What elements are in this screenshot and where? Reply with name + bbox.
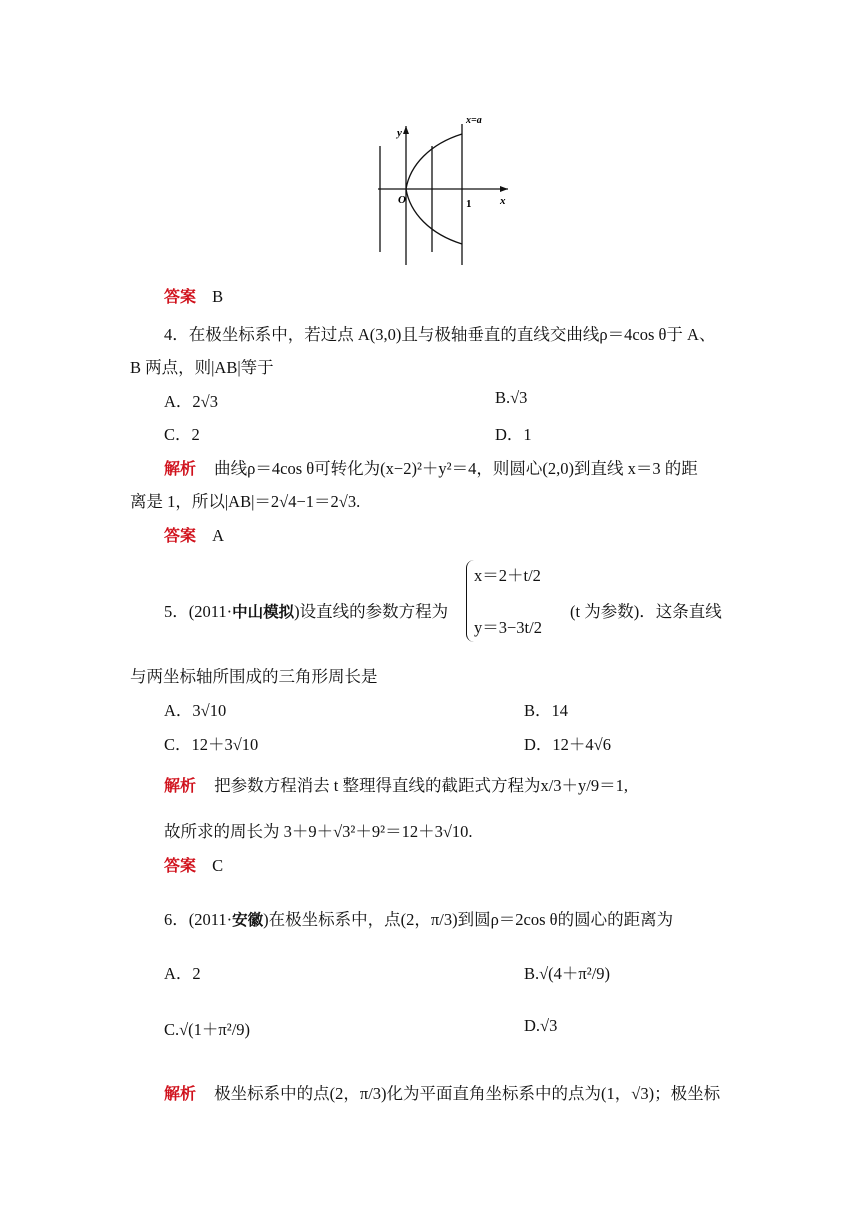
q4-option-a[interactable]: A．2√3 <box>164 392 218 411</box>
q5-mid: )设直线的参数方程为 <box>294 602 449 621</box>
q6-option-a[interactable]: A．2 <box>164 964 201 983</box>
q4-answer <box>164 523 224 546</box>
q4-option-b[interactable]: B.√3 <box>495 388 528 407</box>
q6-mid: )在极坐标系中，点 <box>263 910 401 929</box>
q5-question-line2: 与两坐标轴所围成的三角形周长是 <box>130 667 378 686</box>
q6-question-line <box>164 906 673 930</box>
q5-equation-1: x＝2＋t/2 <box>474 566 541 585</box>
q4-analysis-line1 <box>164 455 698 479</box>
q4-question-line1: 4．在极坐标系中，若过点 A(3,0)且与极轴垂直的直线交曲线ρ＝4cos θ于 A、 <box>164 325 716 344</box>
q5-analysis-line2: 故所求的周长为 3＋9＋√3²＋9²＝12＋3√10. <box>164 822 473 841</box>
q5-option-c[interactable]: C．12＋3√10 <box>164 735 259 754</box>
answer-label: 答案 <box>164 287 197 306</box>
y-axis-arrow-icon <box>403 126 409 134</box>
analysis-label: 解析 <box>164 776 197 795</box>
answer-value: A <box>212 526 225 545</box>
q4-analysis-line2: 离是 1，所以|AB|＝2√4−1＝2√3. <box>130 492 361 511</box>
line-label: x=a <box>466 115 482 126</box>
x-axis-arrow-icon <box>500 186 508 192</box>
q5-option-d[interactable]: D．12＋4√6 <box>524 735 611 754</box>
x-axis-label: x <box>500 195 506 207</box>
analysis-text: 极坐标系中的点(2，π/3)化为平面直角坐标系中的点为(1，√3)；极坐标 <box>214 1084 721 1103</box>
y-axis-label: y <box>397 127 402 139</box>
analysis-text: 把参数方程消去 t 整理得直线的截距式方程为x/3＋y/9＝1, <box>214 776 629 795</box>
q6-suffix: 到圆ρ＝2cos θ的圆心的距离为 <box>457 910 674 929</box>
analysis-label: 解析 <box>164 459 197 478</box>
q5-analysis-line1 <box>164 772 628 796</box>
q6-option-b[interactable]: B.√(4＋π²/9) <box>524 964 611 983</box>
q6-analysis-line1 <box>164 1080 720 1104</box>
answer-label: 答案 <box>164 856 197 875</box>
answer-value: B <box>212 287 224 306</box>
one-label: 1 <box>466 198 472 210</box>
q3-answer <box>164 284 223 307</box>
q5-source: 中山模拟 <box>232 603 295 621</box>
q5-option-b[interactable]: B．14 <box>524 701 569 720</box>
answer-label: 答案 <box>164 526 197 545</box>
q4-option-c[interactable]: C．2 <box>164 425 200 444</box>
q5-question-suffix: (t 为参数)．这条直线 <box>570 602 722 621</box>
q6-point: (2，π/3) <box>400 910 458 929</box>
q5-answer <box>164 853 223 876</box>
q6-prefix: 6．(2011· <box>164 910 233 929</box>
q5-prefix: 5．(2011· <box>164 602 233 621</box>
q4-option-d[interactable]: D．1 <box>495 425 532 444</box>
q5-equation-2: y＝3−3t/2 <box>474 618 542 637</box>
q5-option-a[interactable]: A．3√10 <box>164 701 227 720</box>
q5-question-line1 <box>164 598 448 622</box>
origin-label: O <box>398 194 406 206</box>
graph-figure <box>370 108 520 270</box>
q4-question-line2: B 两点，则|AB|等于 <box>130 358 274 377</box>
q6-source: 安徽 <box>232 911 264 929</box>
q6-option-d[interactable]: D.√3 <box>524 1016 558 1035</box>
answer-value: C <box>212 856 224 875</box>
analysis-label: 解析 <box>164 1084 197 1103</box>
q6-option-c[interactable]: C.√(1＋π²/9) <box>164 1020 251 1039</box>
analysis-text: 曲线ρ＝4cos θ可转化为(x−2)²＋y²＝4，则圆心(2,0)到直线 x＝3 的距 <box>214 459 698 478</box>
